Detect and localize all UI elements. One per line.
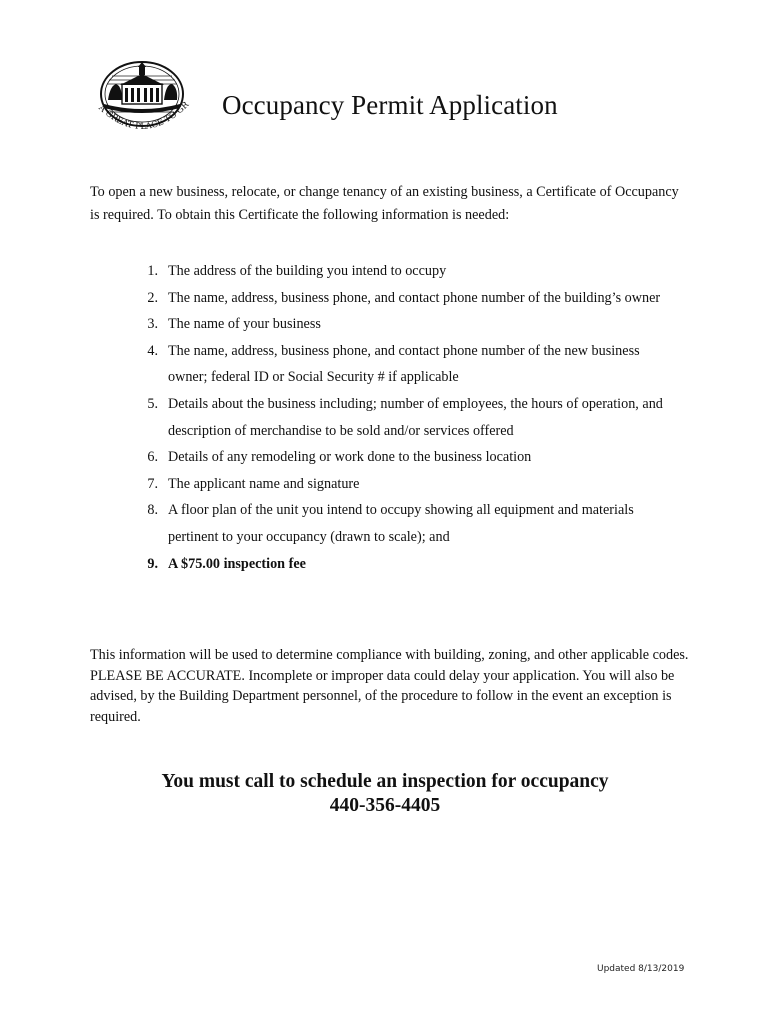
list-item-number: 1.: [147, 263, 158, 279]
list-item-number: 2.: [147, 289, 158, 306]
schedule-inspection-heading: You must call to schedule an inspection for occupancy: [161, 771, 609, 792]
list-item-text: The address of the building you intend to occupy: [168, 263, 447, 279]
intro-paragraph: To open a new business, relocate, or change tenancy of an existing business, a Certificate of Occupancy is required. To obtain this Certificate the following information is needed:: [90, 184, 679, 223]
list-item: [90, 497, 690, 550]
list-item-text: The applicant name and signature: [168, 475, 360, 492]
page-title: Occupancy Permit Application: [222, 90, 558, 120]
list-item-number: 7.: [147, 475, 158, 492]
list-item: [90, 258, 690, 285]
list-item-number: 8.: [147, 502, 158, 519]
list-item-text: The name of your business: [168, 316, 321, 333]
updated-date: Updated 8/13/2019: [597, 964, 685, 974]
list-item-number: 3.: [147, 316, 158, 333]
list-item: [90, 311, 690, 338]
list-item-number: 5.: [147, 395, 158, 412]
city-seal-logo: [88, 54, 192, 146]
logo-motto: A GREAT PLACE TO GR: [96, 99, 192, 133]
list-item-number: 9.: [147, 555, 158, 572]
list-item: [90, 471, 690, 498]
list-item-text: A floor plan of the unit you intend to occupy showing all equipment and materials pertinent to your occupancy (drawn to scale); and: [168, 502, 634, 545]
list-item-text: A $75.00 inspection fee: [168, 555, 306, 572]
requirements-list: [90, 258, 690, 577]
list-item-text: The name, address, business phone, and contact phone number of the new business owner; federal ID or Social Security # if applicable: [168, 342, 640, 386]
city-seal-icon: [88, 54, 192, 146]
list-item-text: Details of any remodeling or work done to the business location: [168, 449, 532, 466]
list-item-number: 4.: [147, 342, 158, 359]
list-item-text: The name, address, business phone, and contact phone number of the building’s owner: [168, 289, 661, 306]
list-item: [90, 285, 690, 312]
list-item: [90, 338, 690, 391]
compliance-paragraph: This information will be used to determine compliance with building, zoning, and other applicable codes. PLEASE BE ACCURATE. Incomplete or improper data could delay your application. You will also be advised, by the Building Department personnel, of the procedure to follow in the event an exception is required.: [90, 647, 689, 726]
list-item: [90, 444, 690, 471]
list-item-number: 6.: [147, 449, 158, 466]
phone-number: 440-356-4405: [329, 795, 441, 816]
list-item: [90, 391, 690, 444]
list-item-inspection-fee: [90, 551, 690, 578]
list-item-text: Details about the business including; number of employees, the hours of operation, and description of merchandise to be sold and/or services offered: [168, 395, 663, 439]
